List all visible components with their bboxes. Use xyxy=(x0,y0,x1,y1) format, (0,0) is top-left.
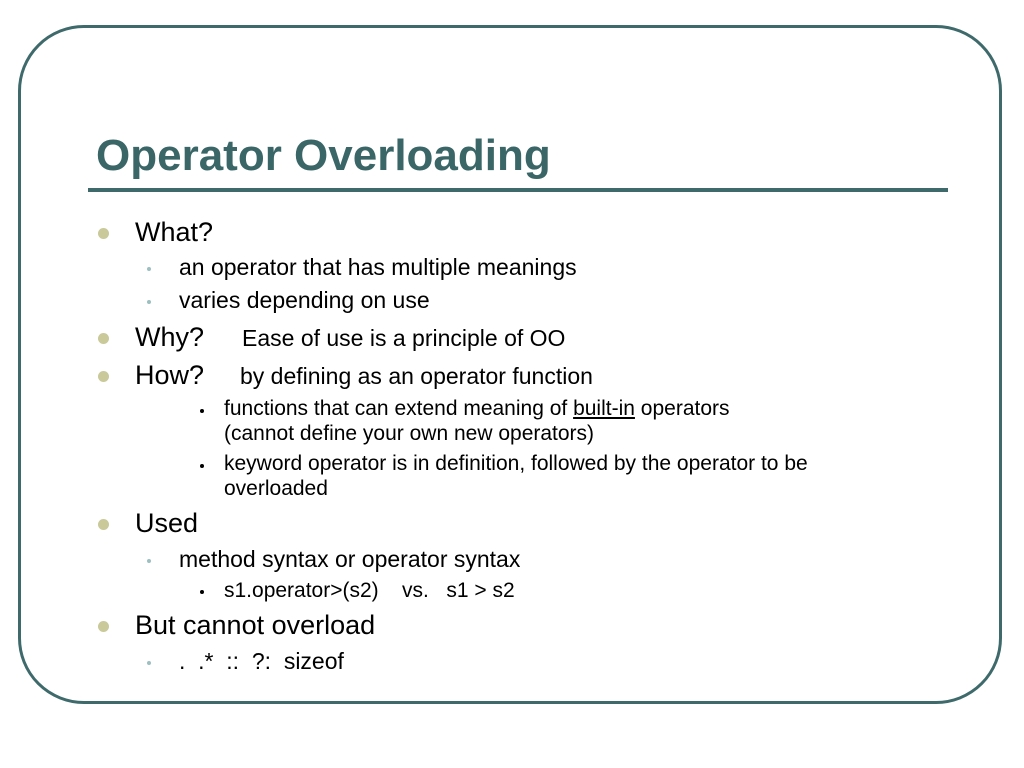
bullet-what: What? xyxy=(135,217,214,247)
how-sub-1-pre: functions that can extend meaning of xyxy=(224,397,574,420)
bullet-l3-icon xyxy=(200,590,204,594)
bullet-l1-icon xyxy=(98,621,109,632)
used-sub: method syntax or operator syntax xyxy=(179,546,521,572)
bullet-how: How? xyxy=(135,360,205,390)
how-sub-1-post: operators xyxy=(634,397,730,420)
bullet-cannot: But cannot overload xyxy=(135,610,376,640)
bullet-l1-icon xyxy=(98,371,109,382)
why-text: Ease of use is a principle of OO xyxy=(242,325,566,351)
what-sub-2: varies depending on use xyxy=(179,287,430,313)
bullet-l3-icon xyxy=(200,409,204,413)
used-subsub: s1.operator>(s2) vs. s1 > s2 xyxy=(224,579,515,602)
bullet-why: Why? xyxy=(135,322,205,352)
slide-title: Operator Overloading xyxy=(96,131,551,180)
how-sub-2-line2: overloaded xyxy=(224,477,328,500)
built-in-underlined: built-in xyxy=(573,397,635,420)
bullet-l1-icon xyxy=(98,228,109,239)
how-sub-1 xyxy=(224,396,730,421)
how-sub-2: keyword operator is in definition, followed by the operator to be xyxy=(224,452,808,475)
bullet-l2-icon xyxy=(147,267,151,271)
bullet-l3-icon xyxy=(200,464,204,468)
bullet-l1-icon xyxy=(98,333,109,344)
bullet-l2-icon xyxy=(147,661,151,665)
bullet-l2-icon xyxy=(147,300,151,304)
cannot-sub: . .* :: ?: sizeof xyxy=(179,648,344,674)
bullet-l2-icon xyxy=(147,559,151,563)
how-text: by defining as an operator function xyxy=(240,363,593,389)
what-sub-1: an operator that has multiple meanings xyxy=(179,254,577,280)
title-underline xyxy=(88,188,948,192)
how-sub-1-line2: (cannot define your own new operators) xyxy=(224,422,595,445)
bullet-used: Used xyxy=(135,508,199,538)
bullet-l1-icon xyxy=(98,519,109,530)
